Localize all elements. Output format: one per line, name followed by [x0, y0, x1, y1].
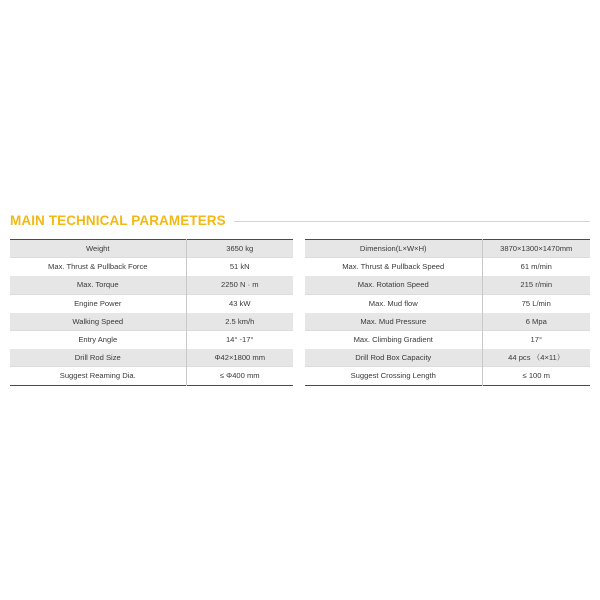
spec-table-right: [305, 239, 590, 386]
table-row: [10, 330, 293, 348]
param-value: Φ42×1800 mm: [186, 349, 293, 367]
table-row: [305, 258, 590, 276]
param-name: Drill Rod Size: [10, 349, 186, 367]
table-row: [305, 312, 590, 330]
table-row: [10, 367, 293, 385]
param-name: Max. Mud flow: [305, 294, 482, 312]
param-value: 44 pcs （4×11）: [482, 349, 590, 367]
param-value: 215 r/min: [482, 276, 590, 294]
param-name: Max. Rotation Speed: [305, 276, 482, 294]
table-row: [305, 294, 590, 312]
param-name: Suggest Reaming Dia.: [10, 367, 186, 385]
param-name: Max. Thrust & Pullback Force: [10, 258, 186, 276]
param-value: 51 kN: [186, 258, 293, 276]
param-value: 43 kW: [186, 294, 293, 312]
param-value: 3650 kg: [186, 240, 293, 258]
param-name: Max. Mud Pressure: [305, 312, 482, 330]
section-title: MAIN TECHNICAL PARAMETERS: [10, 212, 226, 228]
param-name: Drill Rod Box Capacity: [305, 349, 482, 367]
param-name: Max. Climbing Gradient: [305, 330, 482, 348]
param-name: Engine Power: [10, 294, 186, 312]
table-row: [305, 349, 590, 367]
param-name: Dimension(L×W×H): [305, 240, 482, 258]
table-row: [305, 367, 590, 385]
table-row: [10, 349, 293, 367]
table-row: [305, 276, 590, 294]
param-value: 2250 N · m: [186, 276, 293, 294]
param-name: Weight: [10, 240, 186, 258]
param-value: ≤ Φ400 mm: [186, 367, 293, 385]
table-row: [305, 330, 590, 348]
table-row: [10, 312, 293, 330]
param-name: Suggest Crossing Length: [305, 367, 482, 385]
table-row: [305, 240, 590, 258]
spec-table-left: [10, 239, 293, 386]
table-row: [10, 276, 293, 294]
param-name: Entry Angle: [10, 330, 186, 348]
param-value: ≤ 100 m: [482, 367, 590, 385]
param-name: Max. Torque: [10, 276, 186, 294]
param-value: 14° -17°: [186, 330, 293, 348]
param-value: 6 Mpa: [482, 312, 590, 330]
param-name: Walking Speed: [10, 312, 186, 330]
param-value: 2.5 km/h: [186, 312, 293, 330]
table-row: [10, 258, 293, 276]
param-value: 17°: [482, 330, 590, 348]
param-value: 3870×1300×1470mm: [482, 240, 590, 258]
table-row: [10, 294, 293, 312]
param-value: 75 L/min: [482, 294, 590, 312]
section-divider: [234, 221, 590, 222]
table-row: [10, 240, 293, 258]
section-header: [10, 211, 590, 229]
param-name: Max. Thrust & Pullback Speed: [305, 258, 482, 276]
param-value: 61 m/min: [482, 258, 590, 276]
